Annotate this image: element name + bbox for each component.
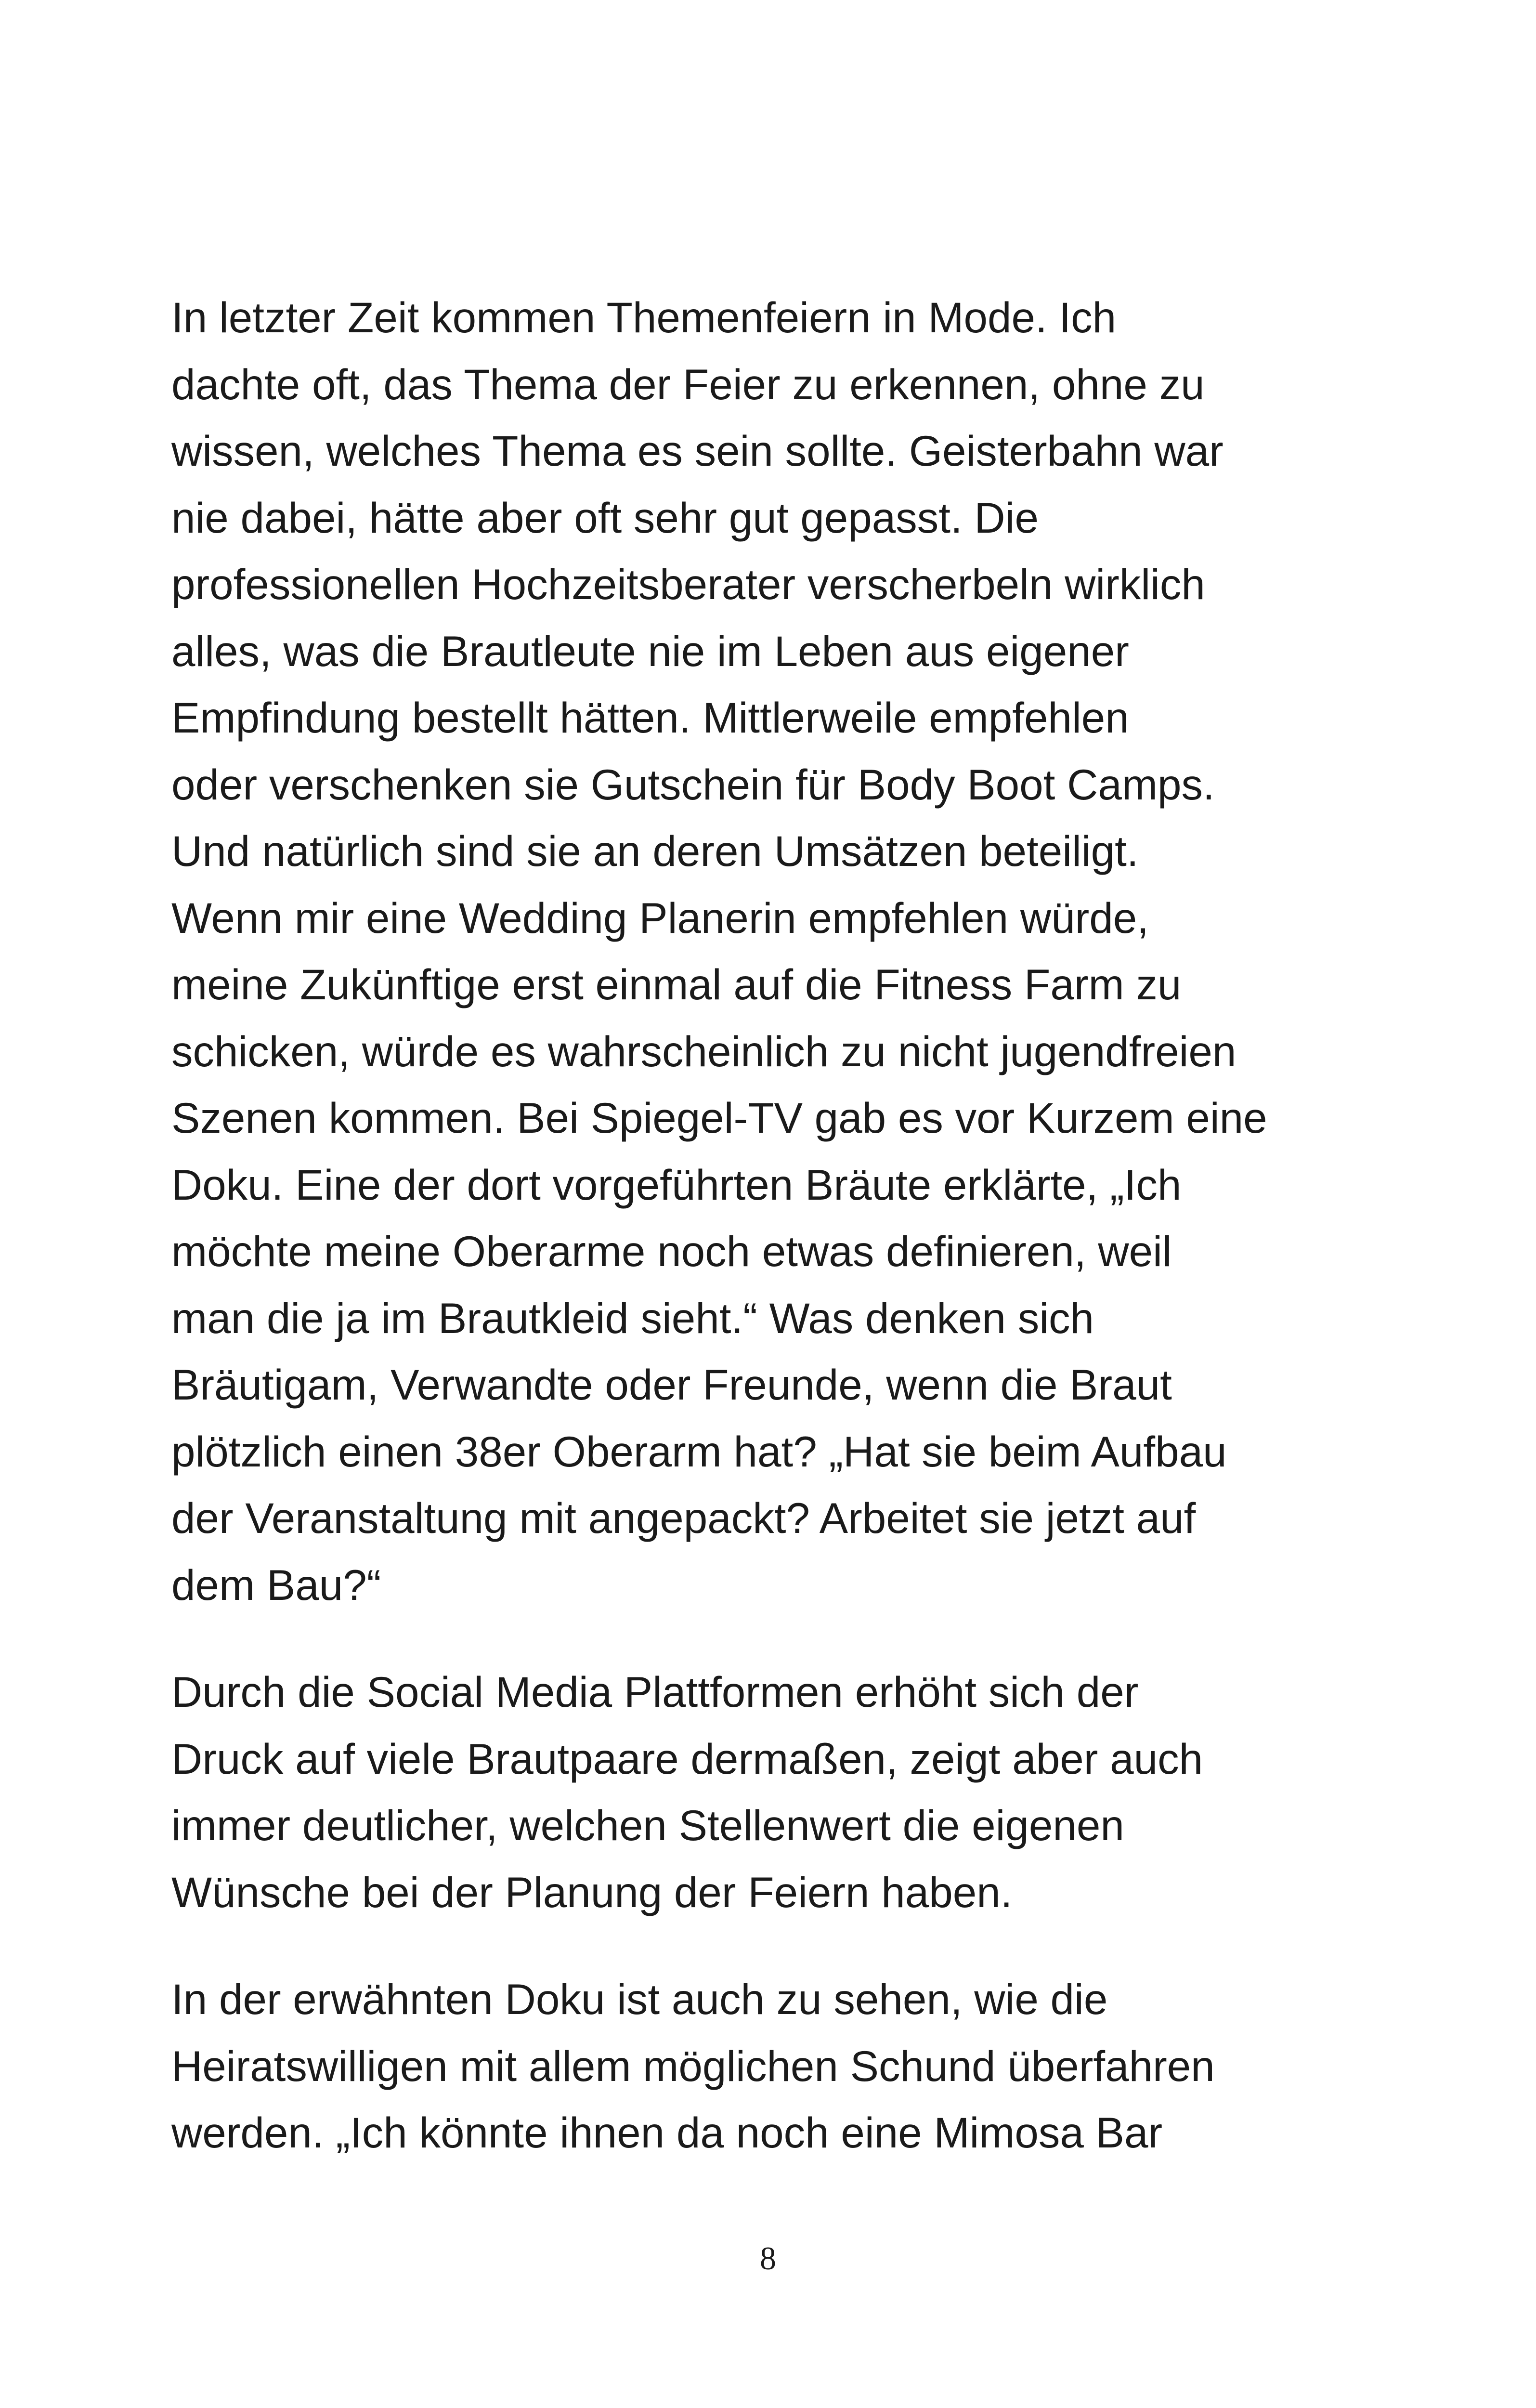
text-line: wissen, welches Thema es sein sollte. Geisterbahn war bbox=[171, 427, 1224, 475]
text-line: In der erwähnten Doku ist auch zu sehen, wie die bbox=[171, 1975, 1108, 2023]
paragraph-1 bbox=[171, 284, 1293, 1618]
text-line: Durch die Social Media Plattformen erhöht sich der bbox=[171, 1668, 1139, 1716]
text-line: immer deutlicher, welchen Stellenwert die eigenen bbox=[171, 1801, 1124, 1849]
text-line: professionellen Hochzeitsberater verscherbeln wirklich bbox=[171, 560, 1205, 608]
text-line: Szenen kommen. Bei Spiegel-TV gab es vor Kurzem eine bbox=[171, 1094, 1267, 1142]
text-line: dachte oft, das Thema der Feier zu erkennen, ohne zu bbox=[171, 360, 1205, 408]
text-line: Heiratswilligen mit allem möglichen Schund überfahren bbox=[171, 2042, 1215, 2090]
text-line: Wünsche bei der Planung der Feiern haben. bbox=[171, 1868, 1013, 1916]
text-line: dem Bau?“ bbox=[171, 1560, 381, 1609]
text-line: Doku. Eine der dort vorgeführten Bräute erklärte, „Ich bbox=[171, 1160, 1182, 1209]
text-line: Und natürlich sind sie an deren Umsätzen beteiligt. bbox=[171, 827, 1139, 875]
text-line: der Veranstaltung mit angepackt? Arbeitet sie jetzt auf bbox=[171, 1494, 1196, 1542]
text-line: Wenn mir eine Wedding Planerin empfehlen würde, bbox=[171, 893, 1149, 942]
text-line: In letzter Zeit kommen Themenfeiern in Mode. Ich bbox=[171, 293, 1117, 341]
body-text bbox=[171, 284, 1293, 2166]
text-line: meine Zukünftige erst einmal auf die Fitness Farm zu bbox=[171, 960, 1182, 1008]
paragraph-3 bbox=[171, 1966, 1293, 2166]
text-line: Druck auf viele Brautpaare dermaßen, zeigt aber auch bbox=[171, 1734, 1203, 1783]
text-line: nie dabei, hätte aber oft sehr gut gepasst. Die bbox=[171, 493, 1039, 542]
paragraph-2 bbox=[171, 1659, 1293, 1925]
text-line: alles, was die Brautleute nie im Leben aus eigener bbox=[171, 627, 1129, 675]
text-line: möchte meine Oberarme noch etwas definieren, weil bbox=[171, 1227, 1172, 1275]
text-line: schicken, würde es wahrscheinlich zu nicht jugendfreien bbox=[171, 1027, 1237, 1075]
text-line: man die ja im Brautkleid sieht.“ Was denken sich bbox=[171, 1294, 1094, 1342]
text-line: oder verschenken sie Gutschein für Body Boot Camps. bbox=[171, 760, 1215, 809]
text-line: werden. „Ich könnte ihnen da noch eine Mimosa Bar bbox=[171, 2108, 1163, 2157]
text-line: Bräutigam, Verwandte oder Freunde, wenn die Braut bbox=[171, 1361, 1172, 1409]
page-number: 8 bbox=[760, 2240, 776, 2277]
text-line: plötzlich einen 38er Oberarm hat? „Hat sie beim Aufbau bbox=[171, 1427, 1227, 1476]
text-line: Empfindung bestellt hätten. Mittlerweile empfehlen bbox=[171, 694, 1129, 742]
